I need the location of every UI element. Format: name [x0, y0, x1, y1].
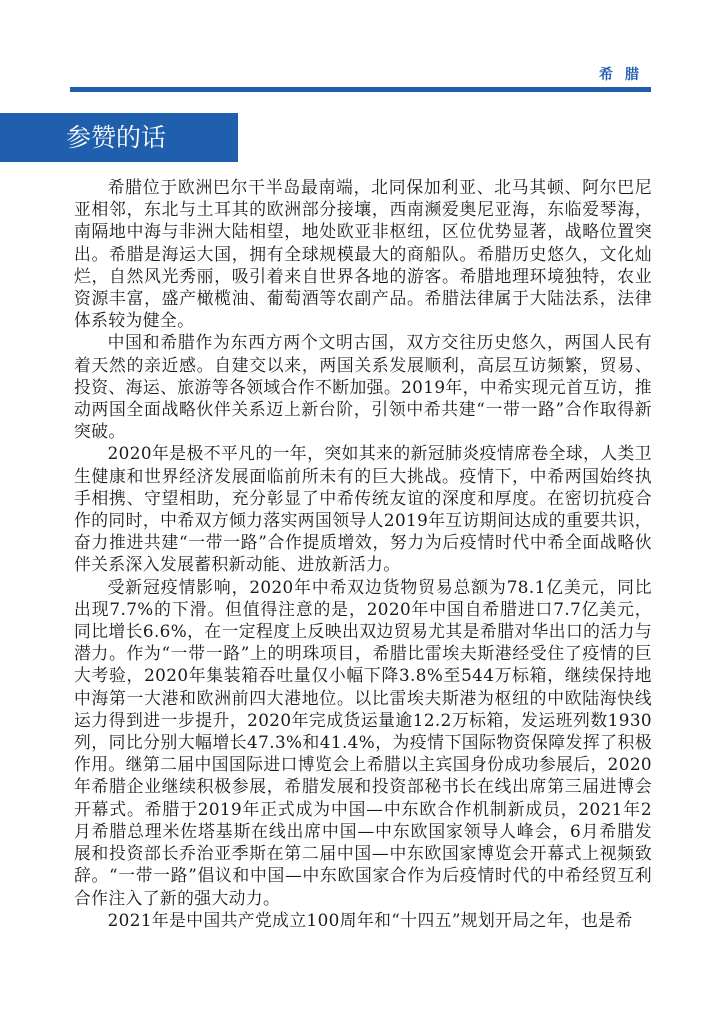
paragraph: 希腊位于欧洲巴尔干半岛最南端，北同保加利亚、北马其顿、阿尔巴尼亚相邻，东北与土耳其的欧洲部分接壤，西南濒爱奥尼亚海，东临爱琴海，南隔地中海与非洲大陆相望，地处欧亚非枢纽，区位优势显著，战略位置突出。希腊是海运大国，拥有全球规模最大的商船队。希腊历史悠久，文化灿烂，自然风光秀丽，吸引着来自世界各地的游客。希腊地理环境独特，农业资源丰富，盛产橄榄油、葡萄酒等农副产品。希腊法律属于大陆法系，法律体系较为健全。 [74, 177, 652, 331]
body-text [74, 176, 652, 931]
paragraph: 2020年是极不平凡的一年，突如其来的新冠肺炎疫情席卷全球，人类卫生健康和世界经济发展面临前所未有的巨大挑战。疫情下，中希两国始终执手相携、守望相助，充分彰显了中希传统友谊的深度和厚度。在密切抗疫合作的同时，中希双方倾力落实两国领导人2019年互访期间达成的重要共识，奋力推进共建“一带一路”合作提质增效，努力为后疫情时代中希全面战略伙伴关系深入发展蓄积新动能、进放新活力。 [74, 443, 652, 575]
running-head: 希腊 [599, 67, 651, 83]
header-rule [70, 87, 651, 92]
paragraph: 受新冠疫情影响，2020年中希双边货物贸易总额为78.1亿美元，同比出现7.7%的下滑。但值得注意的是，2020年中国自希腊进口7.7亿美元，同比增长6.6%，在一定程度上反映出双边贸易尤其是希腊对华出口的活力与潜力。作为“一带一路”上的明珠项目，希腊比雷埃夫斯港经受住了疫情的巨大考验，2020年集装箱吞吐量仅小幅下降3.8%至544万标箱，继续保持地中海第一大港和欧洲前四大港地位。以比雷埃夫斯港为枢纽的中欧陆海快线运力得到进一步提升，2020年完成货运量逾12.2万标箱，发运班列数1930列，同比分别大幅增长47.3%和41.4%，为疫情下国际物资保障发挥了积极作用。继第二届中国国际进口博览会上希腊以主宾国身份成功参展后，2020年希腊企业继续积极参展，希腊发展和投资部秘书长在线出席第三届进博会开幕式。希腊于2019年正式成为中国—中东欧合作机制新成员，2021年2月希腊总理米佐塔基斯在线出席中国—中东欧国家领导人峰会，6月希腊发展和投资部长乔治亚季斯在第二届中国—中东欧国家博览会开幕式上视频致辞。“一带一路”倡议和中国—中东欧国家合作为后疫情时代的中希经贸互利合作注入了新的强大动力。 [74, 576, 652, 908]
paragraph: 中国和希腊作为东西方两个文明古国，双方交往历史悠久，两国人民有着天然的亲近感。自建交以来，两国关系发展顺利，高层互访频繁，贸易、投资、海运、旅游等各领域合作不断加强。2019年，中希实现元首互访，推动两国全面战略伙伴关系迈上新台阶，引领中希共建“一带一路”合作取得新突破。 [74, 332, 652, 442]
section-title: 参赞的话 [0, 113, 238, 162]
paragraph: 2021年是中国共产党成立100周年和“十四五”规划开局之年，也是希 [107, 909, 633, 930]
